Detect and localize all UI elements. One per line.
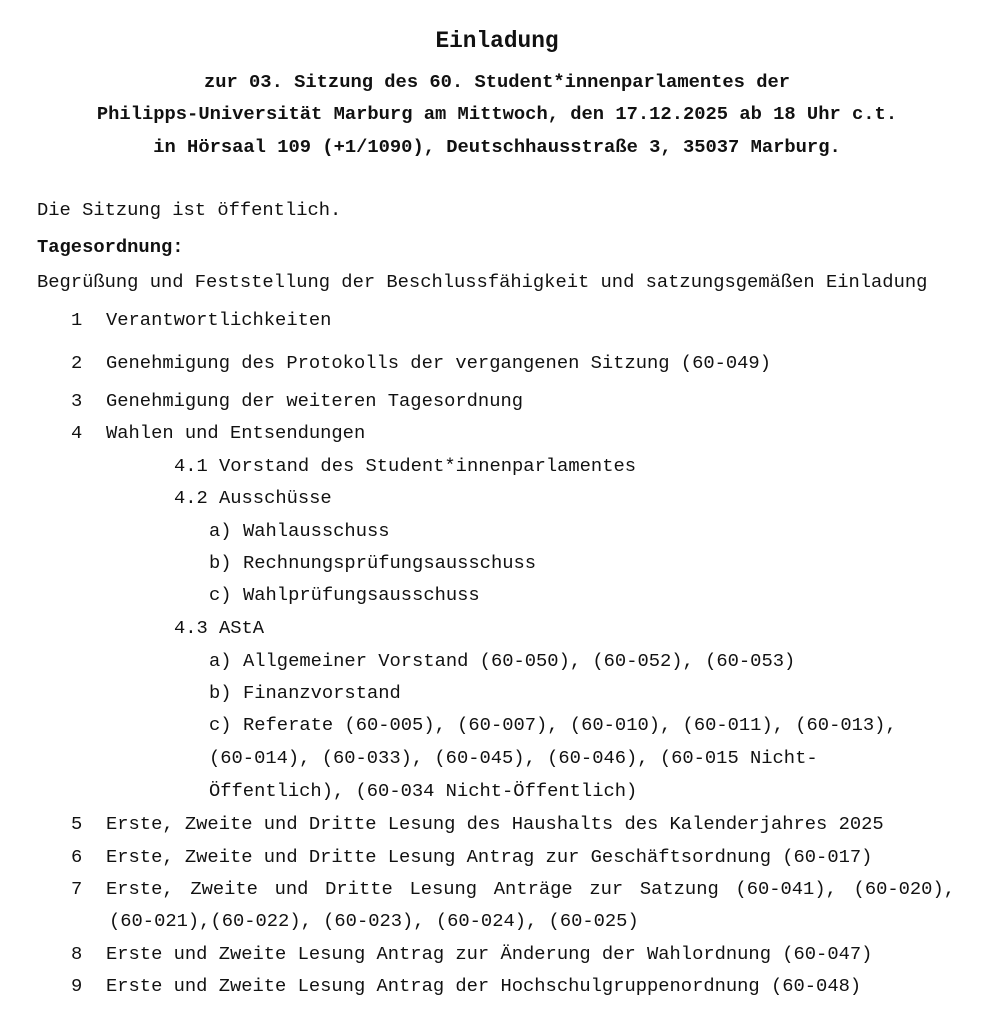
subsubitem-label: a)	[209, 650, 232, 672]
subtitle-line-2: Philipps-Universität Marburg am Mittwoch, den 17.12.2025 ab 18 Uhr c.t.	[96, 103, 898, 125]
subsubitem-text: Wahlprüfungsausschuss	[243, 584, 480, 606]
subsubitem-label: b)	[209, 552, 232, 574]
subsubitem-label: a)	[209, 520, 232, 542]
subsubitem-text: Referate (60-005), (60-007), (60-010), (60-011), (60-013),	[243, 714, 897, 736]
item-number: 1	[71, 309, 83, 331]
item-text: Erste, Zweite und Dritte Lesung Antrag zur Geschäftsordnung (60-017)	[106, 846, 873, 868]
item-text: Erste, Zweite und Dritte Lesung des Haushalts des Kalenderjahres 2025	[106, 813, 884, 835]
subitem-number: 4.1	[174, 455, 208, 477]
subsubitem-label: c)	[209, 584, 232, 606]
item-text: Erste und Zweite Lesung Antrag zur Änderung der Wahlordnung (60-047)	[106, 943, 873, 965]
item-number: 9	[71, 975, 83, 997]
subitem-number: 4.2	[174, 487, 208, 509]
public-note: Die Sitzung ist öffentlich.	[37, 199, 342, 221]
subsubitem-text: Rechnungsprüfungsausschuss	[243, 552, 537, 574]
subtitle-line-1: zur 03. Sitzung des 60. Student*innenparlamentes der	[203, 71, 791, 93]
agenda-intro: Begrüßung und Feststellung der Beschlussfähigkeit und satzungsgemäßen Einladung	[37, 271, 928, 293]
subitem-text: AStA	[219, 617, 265, 639]
subsubitem-text: Finanzvorstand	[243, 682, 401, 704]
item-number: 7	[71, 878, 83, 900]
item-text: Verantwortlichkeiten	[106, 309, 332, 331]
item-text: Genehmigung des Protokolls der vergangenen Sitzung (60-049)	[106, 352, 771, 374]
subitem-number: 4.3	[174, 617, 208, 639]
subsubitem-text: Wahlausschuss	[243, 520, 390, 542]
subitem-text: Ausschüsse	[219, 487, 332, 509]
item-number: 3	[71, 390, 83, 412]
item-number: 6	[71, 846, 83, 868]
document-title: Einladung	[435, 28, 559, 54]
subitem-text: Vorstand des Student*innenparlamentes	[219, 455, 637, 477]
subsubitem-label: c)	[209, 714, 232, 736]
item-text: Wahlen und Entsendungen	[106, 422, 366, 444]
item-text: Erste, Zweite und Dritte Lesung Anträge zur Satzung (60-041), (60-020),	[106, 878, 955, 900]
agenda-heading: Tagesordnung:	[37, 236, 184, 258]
item-continuation: (60-021),(60-022), (60-023), (60-024), (60-025)	[109, 910, 639, 932]
subsubitem-continuation: Öffentlich), (60-034 Nicht-Öffentlich)	[209, 780, 638, 802]
subsubitem-label: b)	[209, 682, 232, 704]
item-number: 8	[71, 943, 83, 965]
item-number: 4	[71, 422, 83, 444]
subtitle-line-3: in Hörsaal 109 (+1/1090), Deutschhausstraße 3, 35037 Marburg.	[153, 136, 841, 158]
subsubitem-continuation: (60-014), (60-033), (60-045), (60-046), (60-015 Nicht-	[209, 747, 818, 769]
item-number: 5	[71, 813, 83, 835]
subsubitem-text: Allgemeiner Vorstand (60-050), (60-052), (60-053)	[243, 650, 796, 672]
item-number: 2	[71, 352, 83, 374]
item-text: Genehmigung der weiteren Tagesordnung	[106, 390, 524, 412]
item-text: Erste und Zweite Lesung Antrag der Hochschulgruppenordnung (60-048)	[106, 975, 862, 997]
